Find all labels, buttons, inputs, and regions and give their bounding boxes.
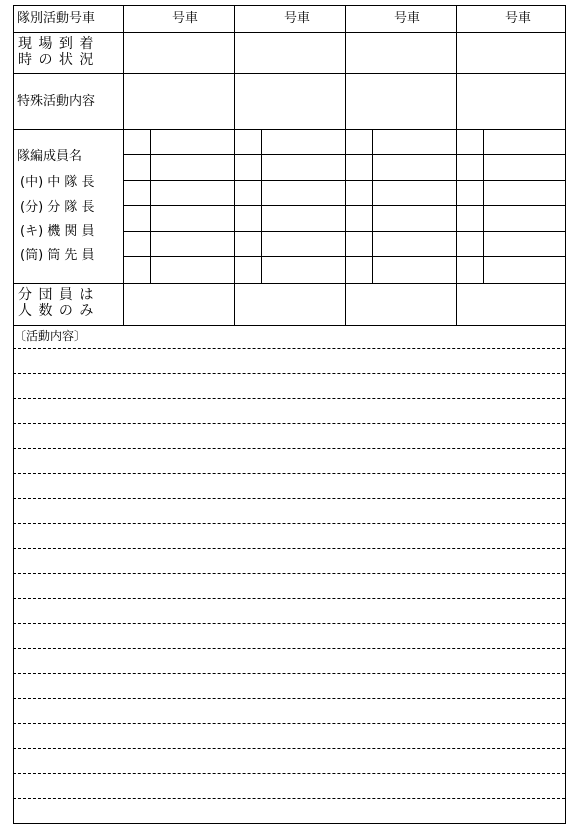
writing-line [13,398,565,399]
car-suffix-3: 号車 [394,11,421,26]
row-divider [13,32,566,33]
writing-line [13,598,565,599]
form-border-bottom [13,823,566,824]
branch-members-line1: 分 団 員 は [18,287,95,303]
corner-label: 隊別活動号車 [17,11,96,26]
member-subcolumn-divider [150,129,151,283]
writing-line [13,773,565,774]
branch-members-line2: 人 数 の み [18,303,95,319]
writing-line [13,573,565,574]
arrival-label-line1: 現 場 到 着 [18,36,95,52]
writing-line [13,623,565,624]
member-role-nozzleman: (筒) 筒 先 員 [20,248,95,263]
member-row-divider [123,154,566,155]
member-row-divider [123,180,566,181]
writing-line [13,473,565,474]
member-role-engineer: (キ) 機 関 員 [20,224,95,239]
member-row-divider [123,231,566,232]
writing-line [13,548,565,549]
member-row-divider [123,256,566,257]
form-border-left [13,5,14,824]
writing-line [13,698,565,699]
column-divider [234,5,235,325]
member-subcolumn-divider [261,129,262,283]
member-subcolumn-divider [483,129,484,283]
row-divider [13,283,566,284]
member-row-divider [123,205,566,206]
row-divider [13,325,566,326]
column-divider [123,5,124,325]
special-activity-label: 特殊活動内容 [17,94,96,109]
row-divider [13,73,566,74]
member-subcolumn-divider [372,129,373,283]
writing-line [13,423,565,424]
car-suffix-1: 号車 [172,11,199,26]
arrival-label-line2: 時 の 状 況 [18,52,95,68]
writing-line [13,373,565,374]
writing-line [13,523,565,524]
activity-content-label: 〔活動内容〕 [14,329,87,343]
writing-line [13,348,565,349]
writing-line [13,448,565,449]
form-border-top [13,5,566,6]
car-suffix-2: 号車 [284,11,311,26]
writing-line [13,798,565,799]
car-suffix-4: 号車 [505,11,532,26]
writing-line [13,723,565,724]
column-divider [456,5,457,325]
writing-line [13,498,565,499]
column-divider [345,5,346,325]
writing-line [13,673,565,674]
member-role-captain: (中) 中 隊 長 [20,175,95,190]
form-border-right [565,5,566,824]
writing-line [13,648,565,649]
writing-line [13,748,565,749]
member-role-subcaptain: (分) 分 隊 長 [20,200,95,215]
members-title: 隊編成員名 [17,149,83,164]
